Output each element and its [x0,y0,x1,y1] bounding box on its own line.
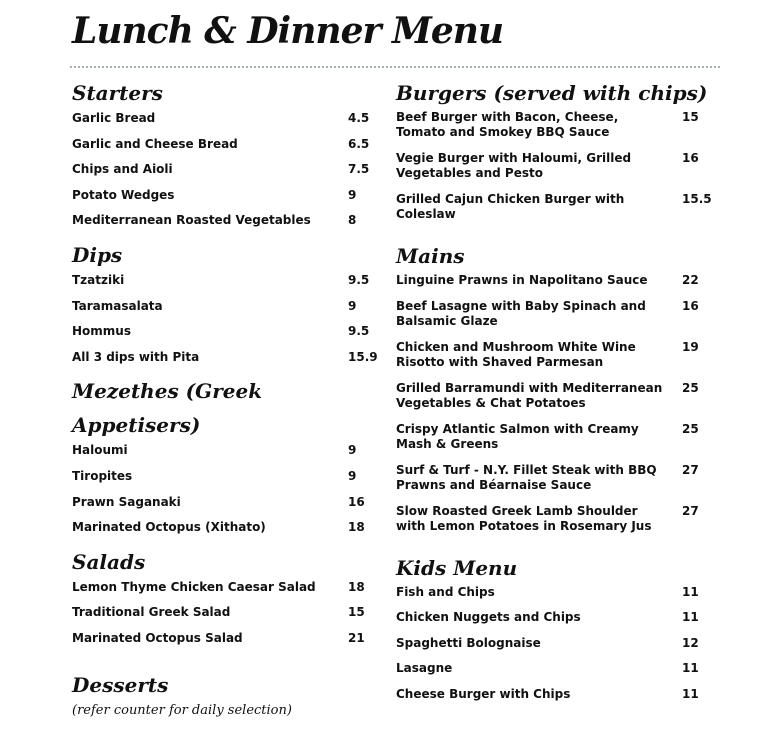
item-name: Mediterranean Roasted Vegetables [72,213,311,228]
item-name: Tiropites [72,468,133,483]
item-name: Slow Roasted Greek Lamb Shoulder with Lemon Potatoes in Rosemary Jus [396,503,652,533]
menu-item [396,610,716,636]
item-name: Beef Lasagne with Baby Spinach and Balsamic Glaze [396,298,646,328]
menu-item [396,422,716,463]
item-name: Cheese Burger with Chips [396,686,571,701]
left-column [72,76,382,720]
item-name: Potato Wedges [72,187,175,202]
item-price: 15 [348,605,365,620]
item-name: Marinated Octopus (Xithato) [72,520,266,535]
menu-item [72,604,382,630]
item-price: 15.9 [348,349,378,364]
item-price: 11 [682,686,699,701]
item-price: 25 [682,421,699,436]
item-price: 25 [682,380,699,395]
right-column [396,76,716,713]
item-name: Garlic Bread [72,111,156,125]
item-price: 9 [348,443,357,458]
item-name: Fish and Chips [396,584,495,599]
item-price: 16 [682,298,699,313]
item-name: Garlic and Cheese Bread [72,136,238,151]
item-name: Crispy Atlantic Salmon with Creamy Mash & Greens [396,421,639,451]
menu-item [72,136,382,162]
item-price: 9.5 [348,324,370,339]
menu-item [72,161,382,187]
item-price: 18 [348,579,365,594]
menu-item [72,323,382,349]
item-price: 9 [348,468,357,483]
item-name: Grilled Cajun Chicken Burger with Coleslaw [396,192,625,221]
item-name: Lasagne [396,661,453,676]
menu-item [396,151,716,192]
section-heading-kids: Kids Menu [396,555,518,580]
item-name: Spaghetti Bolognaise [396,635,541,650]
item-name: Prawn Saganaki [72,494,181,509]
item-price: 12 [682,635,699,650]
menu-title: Lunch & Dinner Menu [72,10,504,52]
item-name: Marinated Octopus Salad [72,630,243,645]
menu-item [396,636,716,662]
menu-item [396,687,716,713]
item-name: Beef Burger with Bacon, Cheese, Tomato and Smokey BBQ Sauce [396,110,619,139]
item-price: 8 [348,213,357,228]
item-price: 11 [682,610,699,625]
section-heading-salads: Salads [72,549,146,574]
item-name: Vegie Burger with Haloumi, Grilled Vegetables and Pesto [396,151,632,180]
item-name: Chicken Nuggets and Chips [396,610,581,625]
menu-item [72,494,382,520]
section-heading-desserts: Desserts [72,672,169,697]
item-price: 9 [348,187,357,202]
item-name: Traditional Greek Salad [72,605,231,620]
item-price: 18 [348,520,365,535]
item-name: All 3 dips with Pita [72,349,200,364]
item-price: 19 [682,339,699,354]
item-price: 4.5 [348,111,370,125]
menu-item [396,585,716,611]
item-name: Taramasalata [72,298,163,313]
menu-item [396,661,716,687]
item-name: Grilled Barramundi with Mediterranean Vegetables & Chat Potatoes [396,380,663,410]
menu-item [396,463,716,504]
item-name: Chicken and Mushroom White Wine Risotto with Shaved Parmesan [396,339,636,369]
item-name: Haloumi [72,443,128,458]
section-heading-burgers: Burgers (served with chips) [396,81,708,105]
menu-item [396,381,716,422]
item-name: Tzatziki [72,272,125,287]
item-name: Surf & Turf - N.Y. Fillet Steak with BBQ Prawns and Béarnaise Sauce [396,462,657,492]
item-price: 21 [348,630,365,645]
menu-item [396,192,716,233]
item-price: 11 [682,584,699,599]
section-heading-mains: Mains [396,244,465,268]
menu-item [72,579,382,605]
menu-item [72,212,382,238]
item-price: 6.5 [348,136,370,151]
menu-item [396,110,716,151]
item-name: Linguine Prawns in Napolitano Sauce [396,273,648,287]
menu-item [72,187,382,213]
menu-item [72,519,382,545]
item-name: Hommus [72,324,131,339]
item-price: 7.5 [348,162,370,177]
item-price: 27 [682,503,699,518]
item-price: 22 [682,273,699,287]
menu-item [72,349,382,375]
item-price: 15.5 [682,192,712,206]
menu-item [396,504,716,545]
menu-item [72,630,382,656]
menu-item [72,468,382,494]
item-price: 15 [682,110,699,124]
item-price: 16 [348,494,365,509]
item-price: 9.5 [348,272,370,287]
menu-item [396,340,716,381]
menu-item [72,272,382,298]
section-heading-mezethes: Mezethes (Greek Appetisers) [72,379,263,438]
item-price: 9 [348,298,357,313]
item-name: Lemon Thyme Chicken Caesar Salad [72,579,316,594]
menu-item [72,442,382,468]
desserts-note: (refer counter for daily selection) [72,702,292,718]
item-price: 16 [682,151,699,165]
menu-item [72,110,382,136]
title-divider [70,66,720,68]
section-heading-dips: Dips [72,242,123,267]
menu-item [396,299,716,340]
section-heading-starters: Starters [72,81,163,105]
item-price: 11 [682,661,699,676]
item-price: 27 [682,462,699,477]
menu-item [396,273,716,299]
item-name: Chips and Aioli [72,162,173,177]
menu-item [72,298,382,324]
